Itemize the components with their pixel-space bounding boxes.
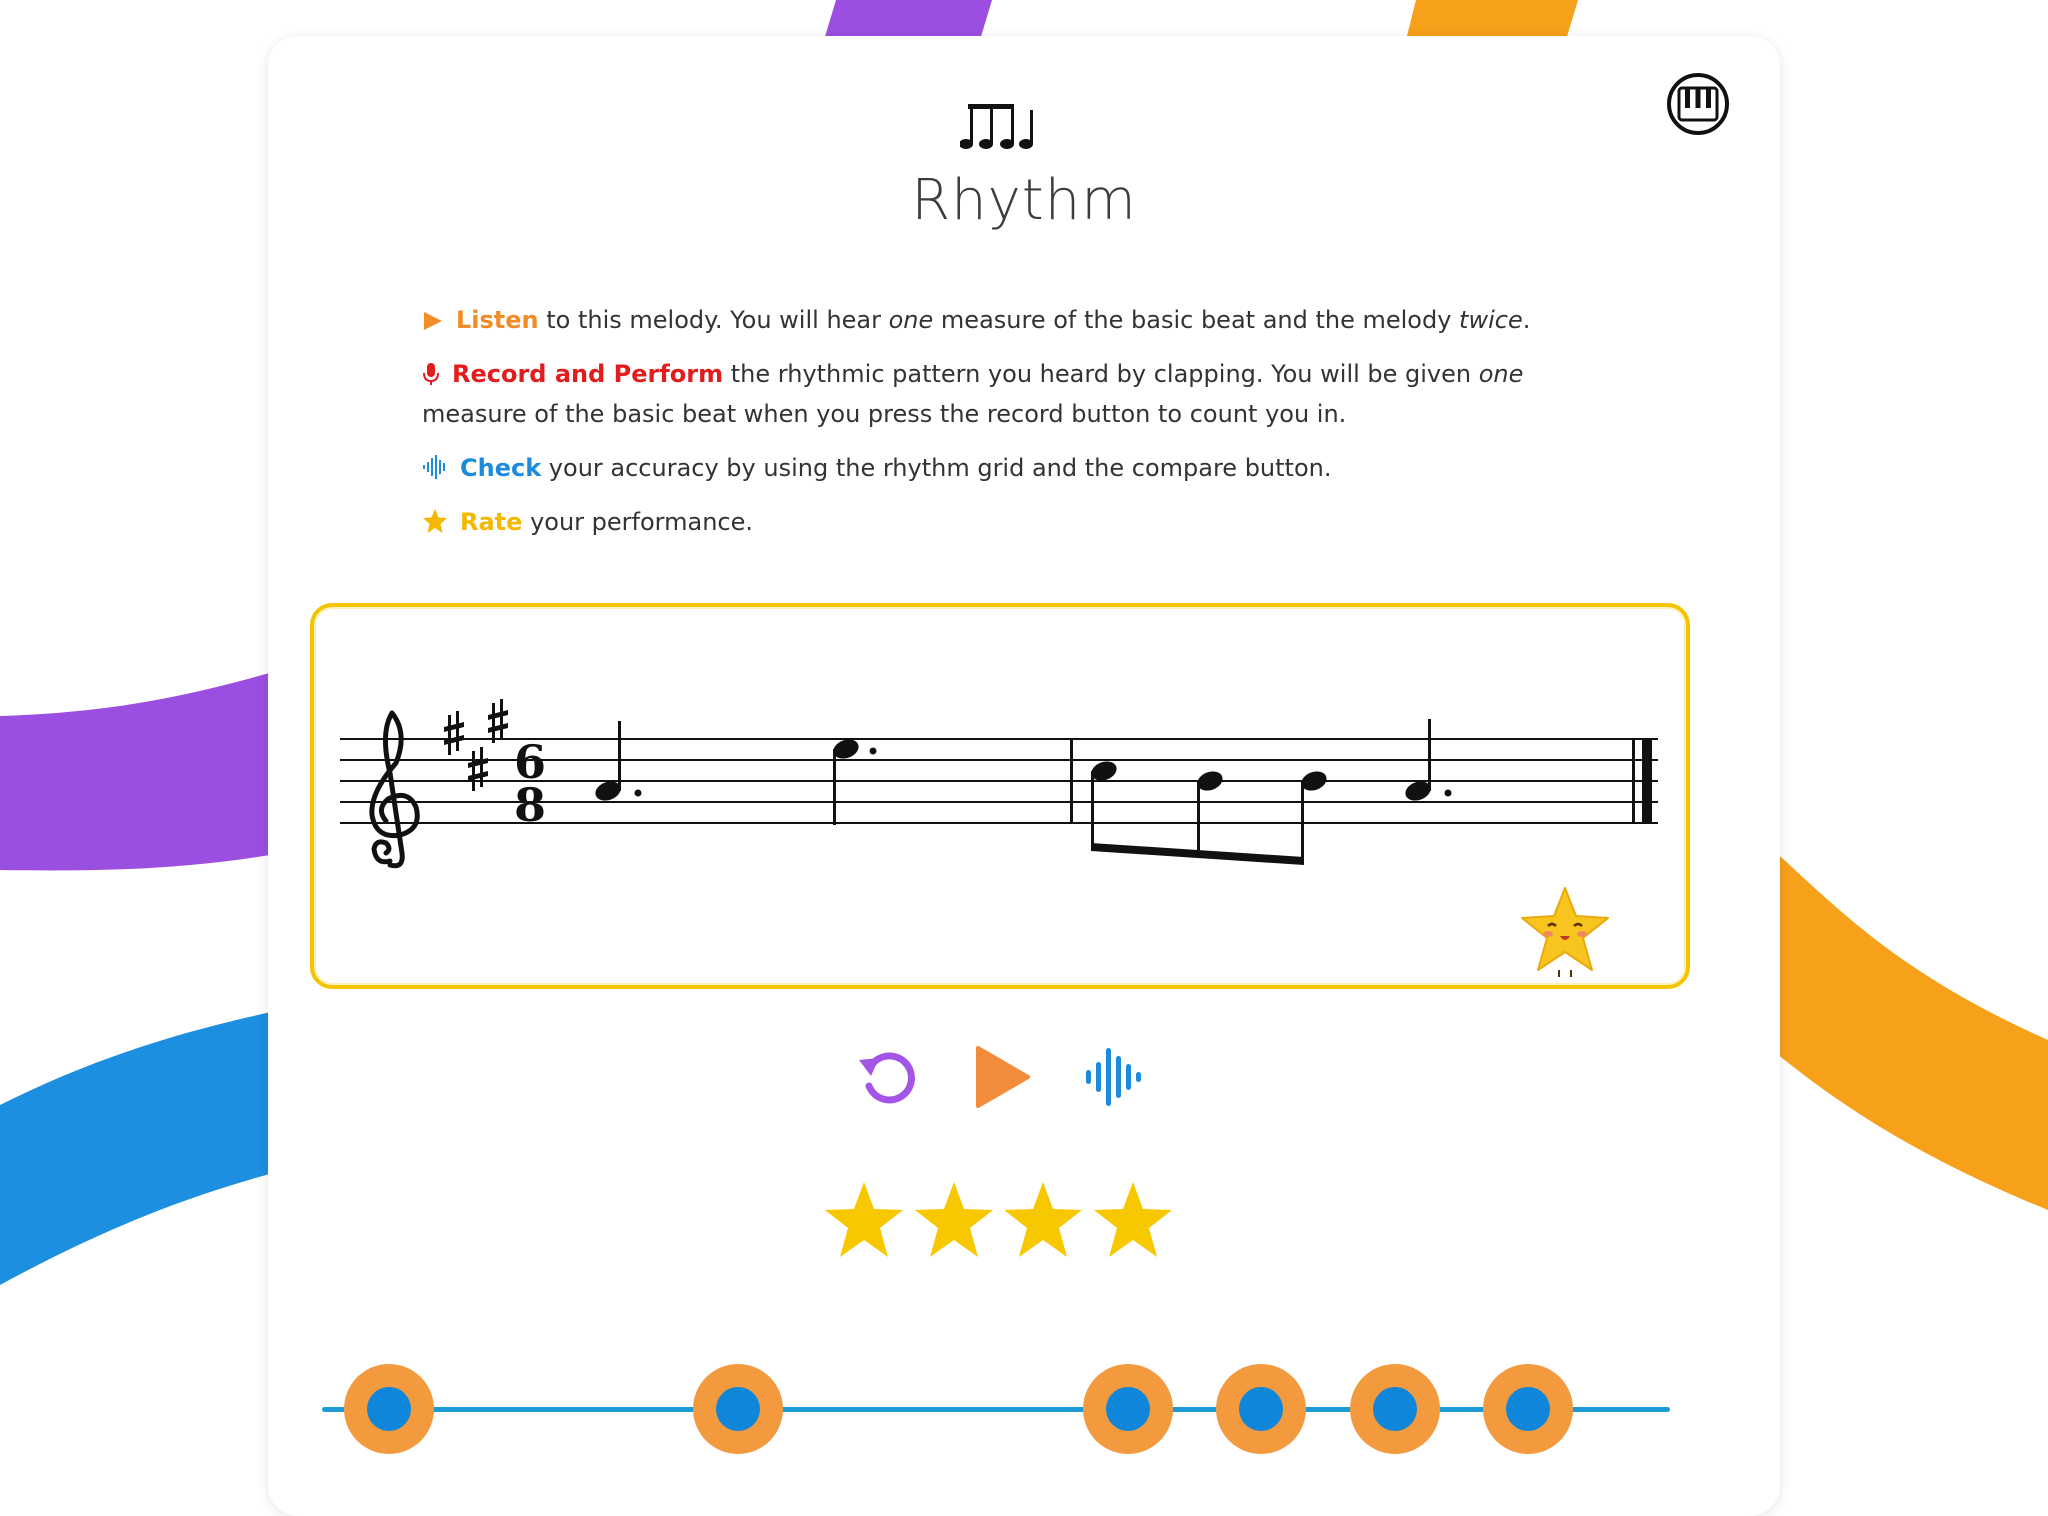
instruction-text: your performance.	[522, 508, 753, 536]
instruction-record	[422, 354, 1572, 434]
restart-icon[interactable]	[853, 1042, 923, 1112]
final-barline-thin	[1632, 739, 1635, 823]
rhythm-grid-beat[interactable]	[344, 1364, 434, 1454]
instruction-text: measure of the basic beat and the melody	[933, 306, 1460, 334]
play-triangle-icon	[422, 310, 444, 332]
rhythm-grid-beat[interactable]	[1350, 1364, 1440, 1454]
rhythm-grid-beat[interactable]	[693, 1364, 783, 1454]
rhythm-grid-beat[interactable]	[1483, 1364, 1573, 1454]
key-signature	[444, 699, 508, 791]
svg-text:8: 8	[513, 778, 547, 832]
piano-icon[interactable]	[1666, 72, 1730, 136]
instruction-emphasis: twice	[1459, 306, 1523, 334]
note	[593, 721, 642, 804]
rating-star-icon[interactable]	[913, 1180, 995, 1260]
rhythm-grid-beat[interactable]	[1083, 1364, 1173, 1454]
rhythm-grid-beat-dot	[1106, 1387, 1150, 1431]
instruction-text: .	[1522, 306, 1531, 334]
keyword-listen: Listen	[456, 306, 539, 334]
instruction-text: to this melody. You will hear	[538, 306, 889, 334]
star-icon	[422, 508, 448, 534]
music-staff	[310, 603, 1690, 989]
instruction-emphasis: one	[1478, 360, 1524, 388]
instruction-check	[422, 448, 1572, 488]
rhythm-grid-line	[322, 1407, 1670, 1412]
instruction-text: measure of the basic beat when you press the record button to count you in.	[422, 400, 1347, 428]
instruction-text: the rhythmic pattern you heard by clapping. You will be given	[723, 360, 1479, 388]
barline	[1070, 739, 1073, 823]
rhythm-grid-beat-dot	[367, 1387, 411, 1431]
instructions	[422, 300, 1572, 556]
keyword-rate: Rate	[460, 508, 523, 536]
svg-text:6: 6	[513, 735, 547, 789]
instruction-emphasis: one	[888, 306, 934, 334]
microphone-icon	[422, 362, 440, 386]
rhythm-grid-beat-dot	[1373, 1387, 1417, 1431]
waveform-icon	[422, 454, 448, 480]
eighth-notes-icon	[960, 100, 1040, 154]
instruction-listen	[422, 300, 1572, 340]
time-signature	[514, 735, 546, 832]
keyword-record: Record and Perform	[452, 360, 724, 388]
note	[1403, 719, 1452, 804]
instruction-text: your accuracy by using the rhythm grid and the compare button.	[541, 454, 1332, 482]
play-icon[interactable]	[966, 1042, 1036, 1112]
treble-clef-icon	[372, 713, 417, 866]
rhythm-grid-beat-dot	[1239, 1387, 1283, 1431]
instruction-rate	[422, 502, 1572, 542]
rhythm-grid-beat-dot	[1506, 1387, 1550, 1431]
beamed-notes	[1089, 758, 1330, 865]
page-title: Rhythm	[911, 168, 1137, 233]
rhythm-grid-beat[interactable]	[1216, 1364, 1306, 1454]
happy-star-mascot-icon	[1518, 886, 1612, 978]
rating-star-icon[interactable]	[1092, 1180, 1174, 1260]
waveform-compare-icon[interactable]	[1076, 1042, 1146, 1112]
rating-star-icon[interactable]	[1002, 1180, 1084, 1260]
rhythm-grid-beat-dot	[716, 1387, 760, 1431]
keyword-check: Check	[460, 454, 542, 482]
rating-star-icon[interactable]	[823, 1180, 905, 1260]
final-barline-thick	[1642, 739, 1652, 823]
